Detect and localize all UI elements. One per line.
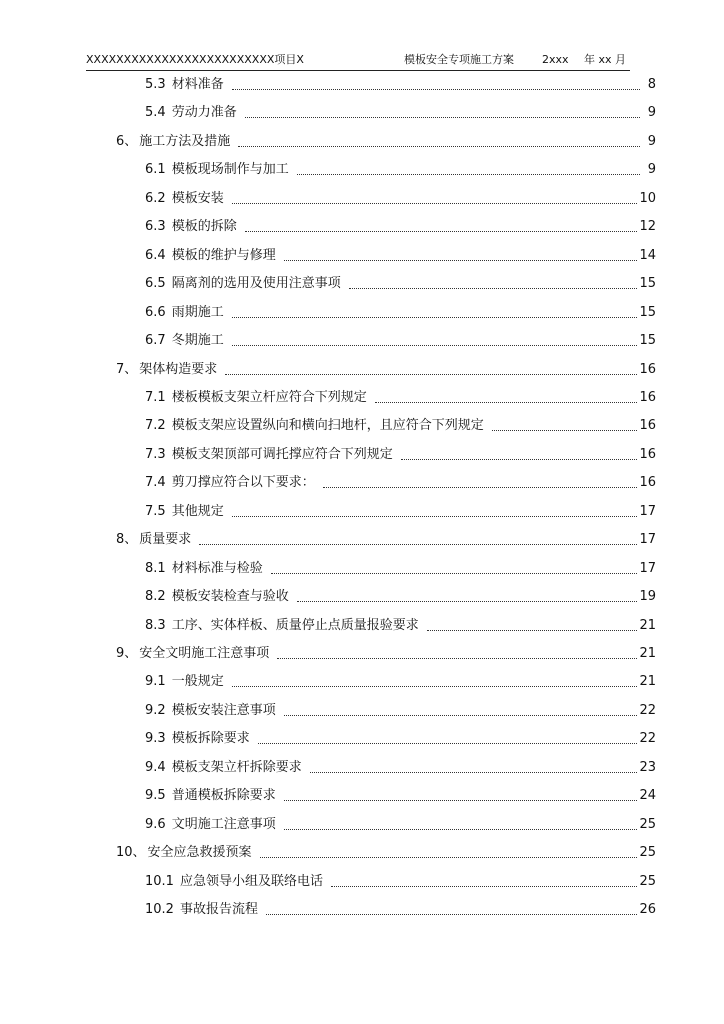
toc-entry-title: 一般规定 xyxy=(171,674,224,690)
toc-dot-leader xyxy=(232,317,638,318)
toc-entry-page-number: 23 xyxy=(639,759,656,775)
toc-entry-page-number: 17 xyxy=(639,503,656,519)
toc-entry-number: 9.3 xyxy=(145,731,166,747)
toc-entry-number: 8.1 xyxy=(145,560,166,576)
toc-entry xyxy=(145,274,656,294)
toc-entry-page-number: 17 xyxy=(639,532,656,548)
toc-entry xyxy=(145,815,656,835)
toc-entry-title: 施工方法及措施 xyxy=(139,133,231,149)
toc-dot-leader xyxy=(284,260,638,261)
toc-entry-number: 7.1 xyxy=(145,389,166,405)
toc-dot-leader xyxy=(225,374,637,375)
toc-entry xyxy=(145,246,656,266)
toc-entry xyxy=(145,217,656,237)
toc-dot-leader xyxy=(245,231,638,232)
toc-entry-number: 6.3 xyxy=(145,219,166,235)
header-project-name: XXXXXXXXXXXXXXXXXXXXXXXXX项目X xyxy=(86,53,304,66)
toc-entry xyxy=(145,388,656,408)
toc-entry-number: 6.4 xyxy=(145,247,166,263)
toc-dot-leader xyxy=(232,516,638,517)
toc-entry xyxy=(116,530,656,550)
toc-entry xyxy=(145,786,656,806)
toc-dot-leader xyxy=(331,886,637,887)
header-document-title: 模板安全专项施工方案 xyxy=(404,53,514,66)
toc-entry-title: 模板支架立杆拆除要求 xyxy=(171,759,302,775)
toc-entry xyxy=(145,473,656,493)
toc-entry xyxy=(145,502,656,522)
toc-entry xyxy=(145,672,656,692)
toc-entry-title: 剪刀撑应符合以下要求： xyxy=(171,475,315,491)
toc-entry-title: 雨期施工 xyxy=(171,304,224,320)
toc-entry-title: 材料准备 xyxy=(171,77,224,92)
toc-entry xyxy=(116,132,656,152)
toc-dot-leader xyxy=(238,146,640,147)
toc-entry-title: 质量要求 xyxy=(139,532,192,548)
toc-entry-title: 模板支架顶部可调托撑应符合下列规定 xyxy=(171,446,393,462)
toc-entry-page-number: 9 xyxy=(647,105,656,121)
toc-dot-leader xyxy=(284,829,638,830)
toc-entry xyxy=(116,360,656,380)
toc-entry-number: 8.2 xyxy=(145,589,166,605)
toc-entry-title: 模板现场制作与加工 xyxy=(171,162,289,178)
header-month: 年 xx 月 xyxy=(584,53,627,66)
toc-dot-leader xyxy=(310,772,638,773)
toc-entry-number: 8、 xyxy=(116,532,138,548)
toc-dot-leader xyxy=(232,345,638,346)
toc-dot-leader xyxy=(232,89,640,90)
toc-entry-title: 模板安装注意事项 xyxy=(171,702,276,718)
toc-entry xyxy=(145,75,656,95)
toc-entry-title: 应急领导小组及联络电话 xyxy=(179,873,323,889)
toc-entry-title: 隔离剂的选用及使用注意事项 xyxy=(171,276,341,292)
toc-dot-leader xyxy=(232,686,638,687)
toc-dot-leader xyxy=(245,117,640,118)
toc-entry-page-number: 12 xyxy=(639,219,656,235)
toc-entry-title: 劳动力准备 xyxy=(171,105,237,121)
toc-dot-leader xyxy=(401,459,638,460)
toc-entry-page-number: 21 xyxy=(639,674,656,690)
toc-entry-number: 7、 xyxy=(116,361,138,377)
toc-dot-leader xyxy=(284,715,638,716)
toc-entry-number: 6.6 xyxy=(145,304,166,320)
toc-entry-page-number: 25 xyxy=(639,845,656,861)
toc-entry-page-number: 21 xyxy=(639,646,656,661)
toc-entry xyxy=(145,416,656,436)
toc-entry-title: 模板安装检查与验收 xyxy=(171,589,289,605)
toc-entry-number: 7.5 xyxy=(145,503,166,519)
toc-entry xyxy=(145,587,656,607)
toc-entry-number: 6.2 xyxy=(145,190,166,206)
toc-entry xyxy=(145,103,656,123)
toc-entry-page-number: 24 xyxy=(639,788,656,804)
toc-entry-number: 9.2 xyxy=(145,702,166,718)
toc-dot-leader xyxy=(232,203,638,204)
toc-entry-title: 楼板模板支架立杆应符合下列规定 xyxy=(171,389,367,405)
toc-entry-page-number: 16 xyxy=(639,418,656,434)
toc-entry xyxy=(145,160,656,180)
toc-entry xyxy=(145,559,656,579)
toc-entry-page-number: 16 xyxy=(639,389,656,405)
toc-entry xyxy=(145,303,656,323)
toc-entry-page-number: 15 xyxy=(639,304,656,320)
toc-entry-title: 模板拆除要求 xyxy=(171,731,250,747)
toc-entry-number: 5.3 xyxy=(145,77,166,92)
toc-dot-leader xyxy=(427,630,638,631)
toc-entry-title: 安全应急救援预案 xyxy=(147,845,252,861)
toc-entry-number: 8.3 xyxy=(145,617,166,633)
toc-entry-number: 9.4 xyxy=(145,759,166,775)
toc-entry-page-number: 8 xyxy=(647,77,656,92)
toc-dot-leader xyxy=(199,544,637,545)
toc-entry-number: 6.7 xyxy=(145,333,166,349)
toc-entry-title: 模板安装 xyxy=(171,190,224,206)
toc-entry-number: 10.1 xyxy=(145,873,174,889)
toc-entry-number: 10.2 xyxy=(145,902,174,918)
toc-entry-page-number: 9 xyxy=(647,133,656,149)
toc-entry-number: 10、 xyxy=(116,845,146,861)
toc-entry-page-number: 16 xyxy=(639,361,656,377)
toc-entry-number: 6.1 xyxy=(145,162,166,178)
toc-entry xyxy=(145,445,656,465)
toc-dot-leader xyxy=(297,174,640,175)
toc-entry-title: 材料标准与检验 xyxy=(171,560,263,576)
toc-entry-page-number: 22 xyxy=(639,702,656,718)
toc-entry-page-number: 17 xyxy=(639,560,656,576)
toc-entry xyxy=(145,872,656,892)
toc-entry-number: 9、 xyxy=(116,646,138,661)
toc-entry-title: 模板支架应设置纵向和横向扫地杆，且应符合下列规定 xyxy=(171,418,484,434)
page-header xyxy=(86,52,630,71)
toc-entry-page-number: 15 xyxy=(639,276,656,292)
toc-entry-page-number: 9 xyxy=(647,162,656,178)
toc-entry xyxy=(116,843,656,863)
toc-entry xyxy=(145,758,656,778)
toc-entry-title: 安全文明施工注意事项 xyxy=(139,646,270,661)
toc-dot-leader xyxy=(492,430,638,431)
toc-entry-number: 9.6 xyxy=(145,816,166,832)
toc-entry xyxy=(145,729,656,749)
toc-entry-title: 其他规定 xyxy=(171,503,224,519)
toc-dot-leader xyxy=(277,658,637,659)
toc-entry-number: 5.4 xyxy=(145,105,166,121)
toc-entry xyxy=(145,701,656,721)
toc-entry-number: 9.1 xyxy=(145,674,166,690)
header-year: 2xxx xyxy=(542,53,569,66)
toc-entry-page-number: 22 xyxy=(639,731,656,747)
toc-dot-leader xyxy=(323,487,638,488)
toc-dot-leader xyxy=(258,743,638,744)
toc-dot-leader xyxy=(284,800,638,801)
toc-entry-title: 模板的拆除 xyxy=(171,219,237,235)
toc-dot-leader xyxy=(297,601,638,602)
toc-dot-leader xyxy=(260,857,638,858)
toc-entry-page-number: 15 xyxy=(639,333,656,349)
toc-entry-number: 9.5 xyxy=(145,788,166,804)
toc-entry-page-number: 25 xyxy=(639,816,656,832)
toc-entry xyxy=(145,900,656,920)
toc-entry-page-number: 25 xyxy=(639,873,656,889)
toc-entry-page-number: 16 xyxy=(639,475,656,491)
toc-entry-title: 文明施工注意事项 xyxy=(171,816,276,832)
toc-entry-title: 模板的维护与修理 xyxy=(171,247,276,263)
toc-dot-leader xyxy=(349,288,638,289)
toc-entry xyxy=(145,616,656,636)
toc-entry xyxy=(116,644,656,664)
toc-entry xyxy=(145,331,656,351)
toc-entry-page-number: 16 xyxy=(639,446,656,462)
toc-entry-title: 架体构造要求 xyxy=(139,361,218,377)
toc-entry-title: 工序、实体样板、质量停止点质量报验要求 xyxy=(171,617,419,633)
toc-entry-number: 6、 xyxy=(116,133,138,149)
toc-entry-title: 普通模板拆除要求 xyxy=(171,788,276,804)
toc-entry-page-number: 14 xyxy=(639,247,656,263)
toc-entry-number: 7.3 xyxy=(145,446,166,462)
toc-entry-number: 7.2 xyxy=(145,418,166,434)
toc-entry-number: 7.4 xyxy=(145,475,166,491)
toc-entry xyxy=(145,189,656,209)
toc-entry-number: 6.5 xyxy=(145,276,166,292)
toc-entry-title: 冬期施工 xyxy=(171,333,224,349)
toc-dot-leader xyxy=(266,914,637,915)
toc-entry-page-number: 26 xyxy=(639,902,656,918)
toc-entry-page-number: 21 xyxy=(639,617,656,633)
toc-entry-page-number: 10 xyxy=(639,190,656,206)
toc-dot-leader xyxy=(375,402,638,403)
toc-dot-leader xyxy=(271,573,638,574)
toc-entry-page-number: 19 xyxy=(639,589,656,605)
toc-entry-title: 事故报告流程 xyxy=(179,902,258,918)
